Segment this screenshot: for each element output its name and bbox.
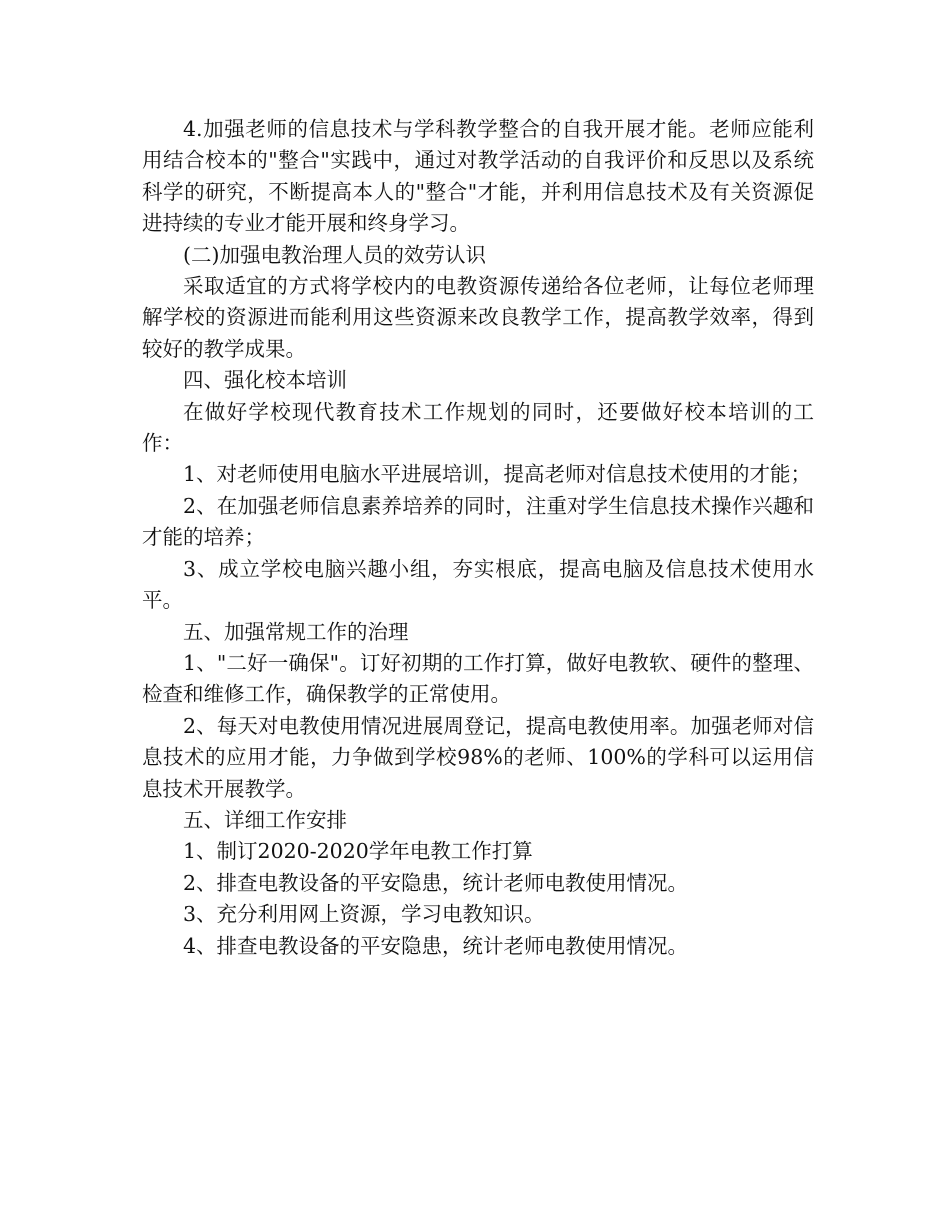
list-item-online-resources: 3、充分利用网上资源，学习电教知识。 [183, 902, 545, 927]
heading-service-awareness: (二)加强电教治理人员的效劳认识 [183, 242, 486, 267]
list-item-student-interest: 2、在加强老师信息素养培养的同时，注重对学生信息技术操作兴趣和才能的培养； [142, 493, 814, 550]
heading-routine-management: 五、加强常规工作的治理 [183, 619, 409, 644]
paragraph-training-intro: 在做好学校现代教育技术工作规划的同时，还要做好校本培训的工作： [142, 399, 814, 456]
list-item-safety-check-repeat: 4、排查电教设备的平安隐患，统计老师电教使用情况。 [183, 933, 689, 958]
list-item-work-plan: 1、制订2020-2020学年电教工作打算 [183, 839, 533, 864]
list-item-teacher-training: 1、对老师使用电脑水平进展培训，提高老师对信息技术使用的才能； [183, 462, 812, 487]
list-item-computer-group: 3、成立学校电脑兴趣小组，夯实根底，提高电脑及信息技术使用水平。 [142, 556, 814, 613]
document-body [142, 114, 814, 962]
paragraph-resource-sharing: 采取适宜的方式将学校内的电教资源传递给各位老师，让每位老师理解学校的资源进而能利用这些资源来改良教学工作，提高教学效率，得到较好的教学成果。 [142, 274, 814, 361]
paragraph-integration-ability: 4.加强老师的信息技术与学科教学整合的自我开展才能。老师应能利用结合校本的"整合"实践中，通过对教学活动的自我评价和反思以及系统科学的研究，不断提高本人的"整合"才能，并利用信息技术及有关资源促进持续的专业才能开展和终身学习。 [142, 117, 814, 236]
list-item-two-goods-one-ensure: 1、"二好一确保"。订好初期的工作打算，做好电教软、硬件的整理、检查和维修工作，确保教学的正常使用。 [142, 650, 814, 707]
heading-school-training: 四、强化校本培训 [183, 368, 347, 393]
list-item-safety-check: 2、排查电教设备的平安隐患，统计老师电教使用情况。 [183, 870, 689, 895]
list-item-usage-registration: 2、每天对电教使用情况进展周登记，提高电教使用率。加强老师对信息技术的应用才能，力争做到学校98%的老师、100%的学科可以运用信息技术开展教学。 [142, 713, 814, 801]
heading-work-arrangement: 五、详细工作安排 [183, 807, 347, 832]
